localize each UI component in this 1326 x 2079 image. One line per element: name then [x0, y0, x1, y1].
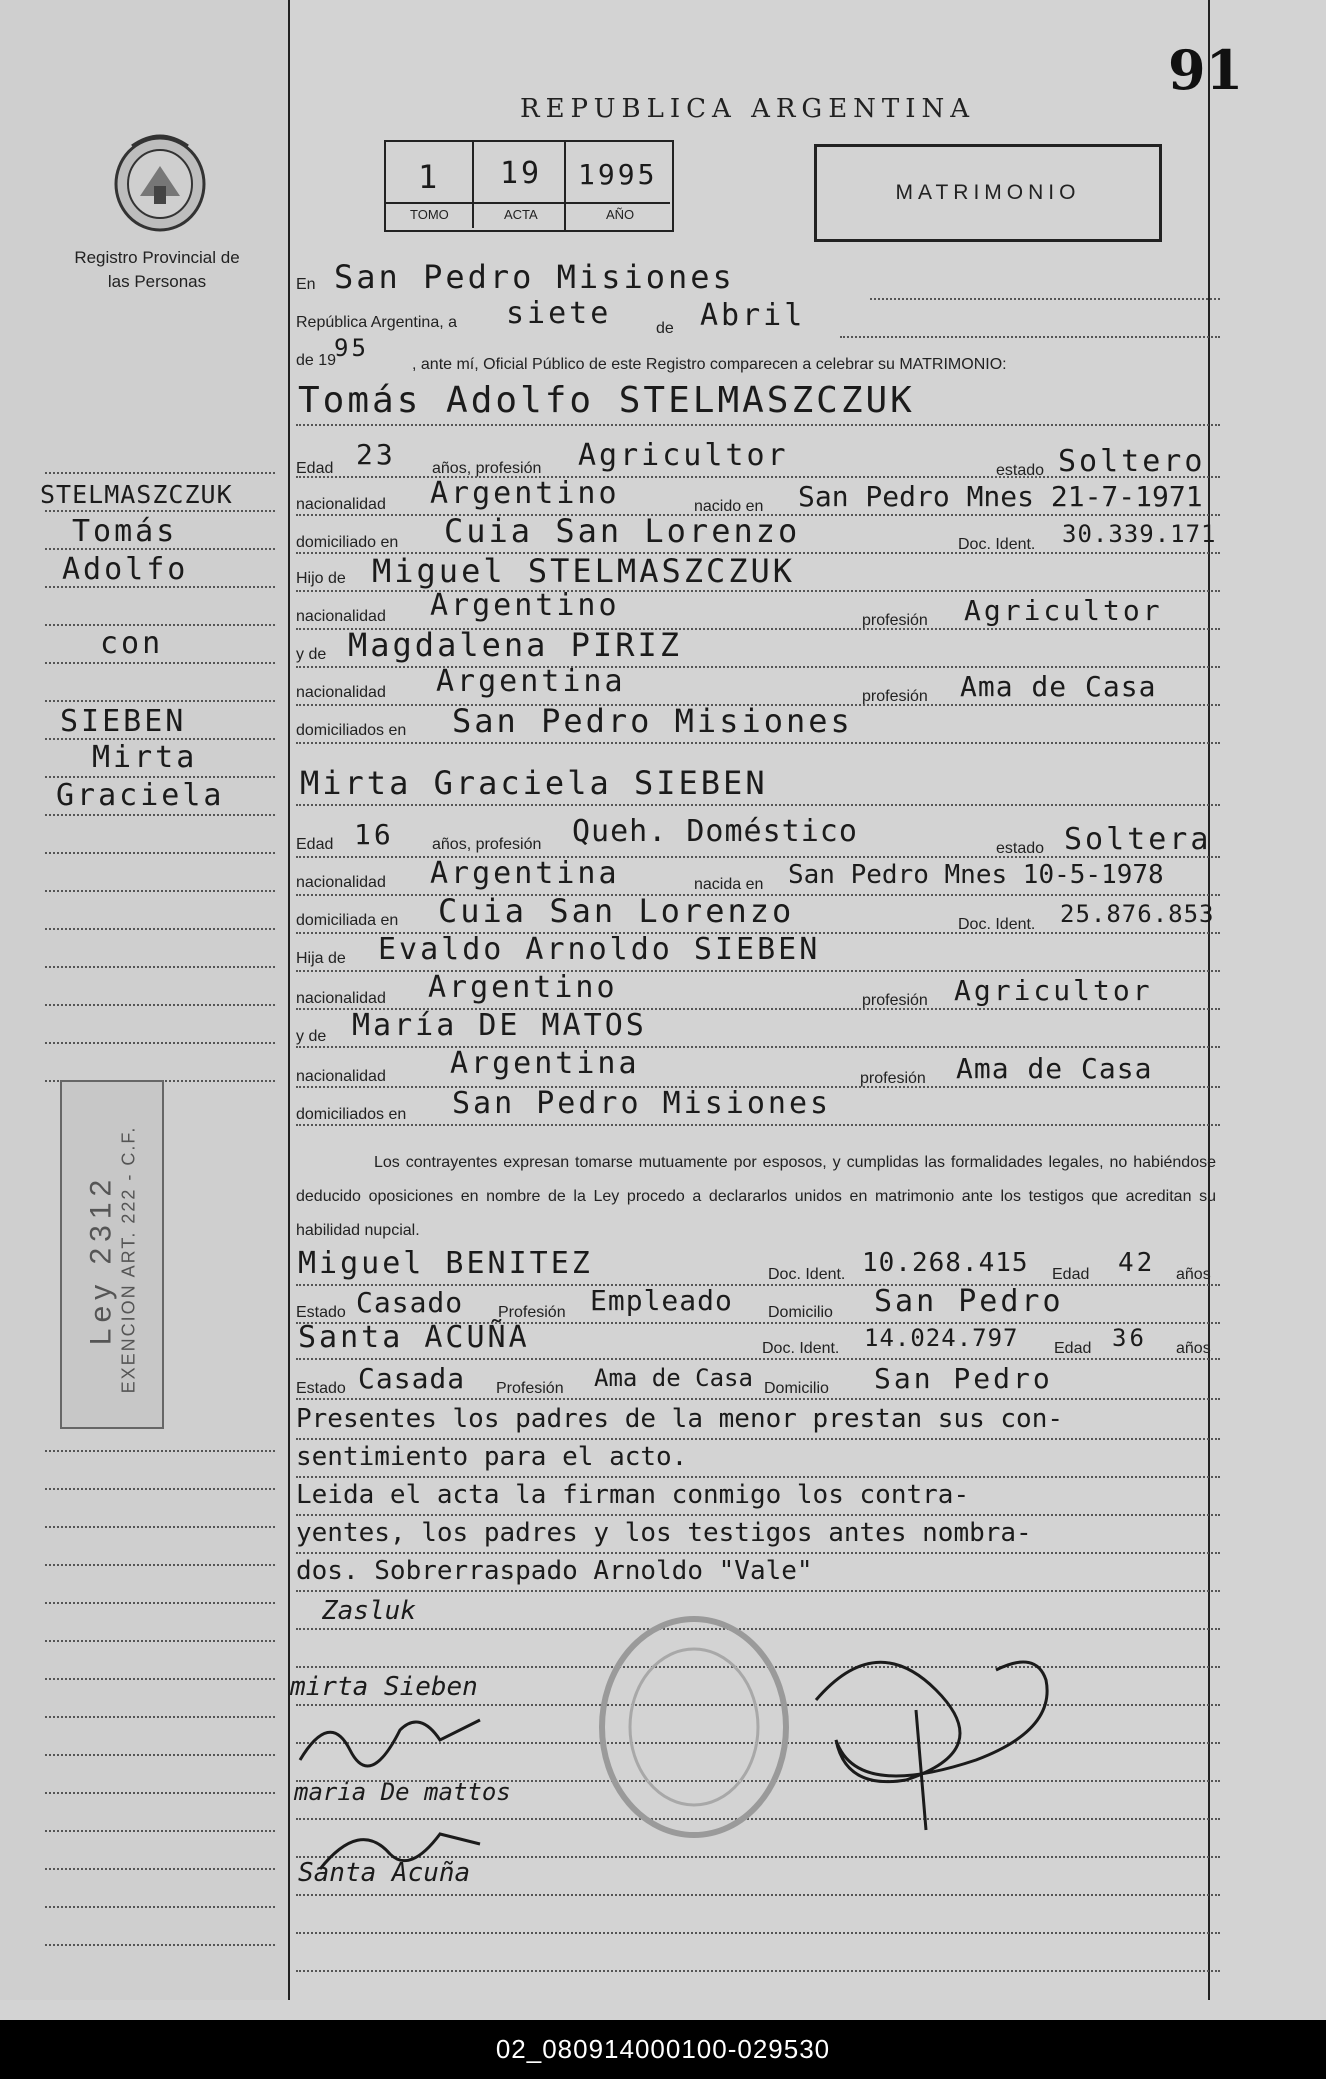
- stamp-law: Ley 2312: [84, 1173, 118, 1346]
- acta-value: 19: [500, 156, 543, 191]
- groom-father: Miguel STELMASZCZUK: [372, 552, 796, 590]
- groom-father-prof: Agricultor: [964, 594, 1163, 627]
- stamp-exemption: EXENCION ART. 222 - C.F.: [118, 1125, 139, 1394]
- bride-edad: 16: [354, 818, 394, 851]
- bride-estado-label: estado: [996, 840, 1045, 857]
- groom-doc: 30.339.171: [1062, 520, 1217, 548]
- bride-mother-nac: Argentina: [450, 1046, 640, 1081]
- margin-surname2: SIEBEN: [60, 704, 187, 739]
- witness2-name: Santa ACUÑA: [298, 1320, 530, 1355]
- groom-estado: Soltero: [1058, 444, 1206, 479]
- groom-dom-label: domiciliado en: [296, 534, 399, 551]
- bride-doc: 25.876.853: [1060, 900, 1215, 928]
- groom-yde-label: y de: [296, 646, 327, 663]
- margin-surname: STELMASZCZUK: [40, 480, 233, 509]
- witness1-edad: 42: [1118, 1248, 1156, 1278]
- bride-name: Mirta Graciela SIEBEN: [300, 764, 768, 802]
- w2-doc-label: Doc. Ident.: [762, 1340, 840, 1357]
- groom-birth: San Pedro Mnes 21-7-1971: [798, 480, 1203, 513]
- bride-hija-label: Hija de: [296, 950, 346, 967]
- margin-name3: Mirta: [92, 740, 198, 775]
- bride-estado: Soltera: [1064, 822, 1212, 857]
- groom-father-nac: Argentino: [430, 588, 620, 623]
- month: Abril: [700, 298, 806, 333]
- w1-prof-label: Profesión: [498, 1304, 566, 1321]
- bride-dom-label: domiciliada en: [296, 912, 399, 929]
- official-seal: [594, 1612, 794, 1847]
- bride-mnac-label: nacionalidad: [296, 1068, 386, 1085]
- ano-value: 1995: [578, 158, 658, 191]
- w1-edad-label: Edad: [1052, 1266, 1090, 1283]
- exemption-stamp: [60, 1080, 164, 1429]
- day: siete: [506, 296, 612, 331]
- en-label: En: [296, 276, 316, 293]
- officer-signature: [796, 1640, 1096, 1845]
- w1-estado-label: Estado: [296, 1304, 346, 1321]
- signature-zasluk: Zasluk: [322, 1596, 416, 1626]
- w1-anos-label: años: [1176, 1266, 1211, 1283]
- groom-parents-dom: San Pedro Misiones: [452, 702, 853, 740]
- page-number: 91: [1168, 38, 1244, 102]
- witness1-name: Miguel BENITEZ: [298, 1246, 593, 1281]
- tomo-value: 1: [418, 158, 441, 196]
- bride-nac-label: nacionalidad: [296, 874, 386, 891]
- w2-prof-label: Profesión: [496, 1380, 564, 1397]
- country-title: REPUBLICA ARGENTINA: [520, 94, 976, 124]
- witness2-doc: 14.024.797: [864, 1324, 1019, 1352]
- year: 95: [334, 334, 369, 362]
- groom-mother-prof: Ama de Casa: [960, 670, 1157, 703]
- act-type: MATRIMONIO: [895, 181, 1081, 204]
- witness2-edad: 36: [1112, 1324, 1147, 1352]
- bride-anos-label: años, profesión: [432, 836, 542, 853]
- witness1-estado: Casado: [356, 1286, 464, 1319]
- bride-domicilio: Cuia San Lorenzo: [438, 892, 795, 930]
- bride-nacionalidad: Argentina: [430, 856, 620, 891]
- bride-father: Evaldo Arnoldo SIEBEN: [378, 932, 821, 967]
- witness1-dom: San Pedro: [874, 1284, 1064, 1319]
- registry-label: Registro Provincial de las Personas: [74, 248, 240, 291]
- act-type-box: [814, 144, 1162, 242]
- bride-mother: María DE MATOS: [352, 1008, 647, 1043]
- groom-profession: Agricultor: [578, 438, 789, 473]
- bride-parents-dom: San Pedro Misiones: [452, 1086, 832, 1121]
- margin-name1: Tomás: [72, 514, 178, 549]
- groom-mother-nac: Argentina: [436, 664, 626, 699]
- w1-doc-label: Doc. Ident.: [768, 1266, 846, 1283]
- note-line-4: yentes, los padres y los testigos antes nombra-: [296, 1518, 1032, 1548]
- place: San Pedro Misiones: [334, 258, 735, 296]
- bride-pdom-label: domiciliados en: [296, 1106, 407, 1123]
- w2-dom-label: Domicilio: [764, 1380, 829, 1397]
- groom-mother: Magdalena PIRIZ: [348, 626, 682, 664]
- tomo-label: TOMO: [410, 207, 449, 222]
- w2-anos-label: años: [1176, 1340, 1211, 1357]
- cell-rule: [384, 202, 670, 204]
- groom-nac-label: nacionalidad: [296, 496, 386, 513]
- witness2-dom: San Pedro: [874, 1362, 1053, 1395]
- groom-fnac-label: nacionalidad: [296, 608, 386, 625]
- groom-edad: 23: [356, 438, 396, 471]
- bride-edad-label: Edad: [296, 836, 334, 853]
- bride-profession: Queh. Doméstico: [572, 814, 858, 849]
- bride-mprof-label: profesión: [860, 1070, 926, 1087]
- note-line-5: dos. Sobrerraspado Arnoldo "Vale": [296, 1556, 813, 1586]
- groom-nacionalidad: Argentino: [430, 476, 620, 511]
- ano-label: AÑO: [606, 207, 635, 222]
- groom-fprof-label: profesión: [862, 612, 928, 629]
- groom-edad-label: Edad: [296, 460, 334, 477]
- acta-label: ACTA: [504, 207, 538, 222]
- bride-doc-label: Doc. Ident.: [958, 916, 1036, 933]
- bride-father-nac: Argentino: [428, 970, 618, 1005]
- de-label: de: [656, 320, 674, 337]
- note-line-2: sentimiento para el acto.: [296, 1442, 688, 1472]
- w2-edad-label: Edad: [1054, 1340, 1092, 1357]
- bride-fnac-label: nacionalidad: [296, 990, 386, 1007]
- groom-domicilio: Cuia San Lorenzo: [444, 512, 801, 550]
- note-line-1: Presentes los padres de la menor prestan sus con-: [296, 1404, 1064, 1434]
- groom-estado-label: estado: [996, 462, 1045, 479]
- signature-mirta: mirta Sieben: [290, 1672, 478, 1702]
- witness1-doc: 10.268.415: [862, 1248, 1029, 1278]
- bride-birth: San Pedro Mnes 10-5-1978: [788, 860, 1164, 890]
- groom-anos-label: años, profesión: [432, 460, 542, 477]
- margin-name4: Graciela: [56, 778, 225, 813]
- bride-yde-label: y de: [296, 1028, 327, 1045]
- groom-mnac-label: nacionalidad: [296, 684, 386, 701]
- legal-paragraph: Los contrayentes expresan tomarse mutuamente por esposos, y cumplidas las formalidades legales, no habiéndose deducido oposiciones en nombre de la Ley procedo a declararlos unidos en matrimonio ante los testigos que acreditan su habilidad nupcial.: [296, 1154, 1216, 1239]
- signature-scribble-1: [290, 1700, 490, 1785]
- groom-name: Tomás Adolfo STELMASZCZUK: [298, 380, 915, 421]
- year-label: de 19: [296, 352, 337, 369]
- bride-fprof-label: profesión: [862, 992, 928, 1009]
- witness2-prof: Ama de Casa: [594, 1364, 753, 1392]
- republic-label: República Argentina, a: [296, 314, 457, 331]
- witness1-prof: Empleado: [590, 1284, 733, 1317]
- w2-estado-label: Estado: [296, 1380, 346, 1397]
- groom-hijo-label: Hijo de: [296, 570, 346, 587]
- registry-seal: [110, 126, 210, 241]
- signature-santa: Santa Acuña: [298, 1858, 471, 1888]
- w1-dom-label: Domicilio: [768, 1304, 833, 1321]
- groom-pdom-label: domiciliados en: [296, 722, 407, 739]
- signature-maria: maria De mattos: [294, 1778, 511, 1806]
- cell-divider: [472, 140, 474, 228]
- bride-mother-prof: Ama de Casa: [956, 1052, 1153, 1085]
- margin-name2: Adolfo: [62, 552, 189, 587]
- margin-con: con: [100, 626, 164, 661]
- bride-father-prof: Agricultor: [954, 974, 1153, 1007]
- right-border: [1208, 0, 1210, 2000]
- intro-text: , ante mí, Oficial Público de este Registro comparecen a celebrar su MATRIMONIO:: [412, 356, 1007, 373]
- groom-mprof-label: profesión: [862, 688, 928, 705]
- groom-doc-label: Doc. Ident.: [958, 536, 1036, 553]
- note-line-3: Leida el acta la firman conmigo los contra-: [296, 1480, 970, 1510]
- document-id-footer: 02_080914000100-029530: [0, 2020, 1326, 2079]
- groom-nacido-label: nacido en: [694, 498, 764, 515]
- left-margin-column: [0, 0, 288, 2000]
- witness2-estado: Casada: [358, 1362, 466, 1395]
- bride-nacida-label: nacida en: [694, 876, 764, 893]
